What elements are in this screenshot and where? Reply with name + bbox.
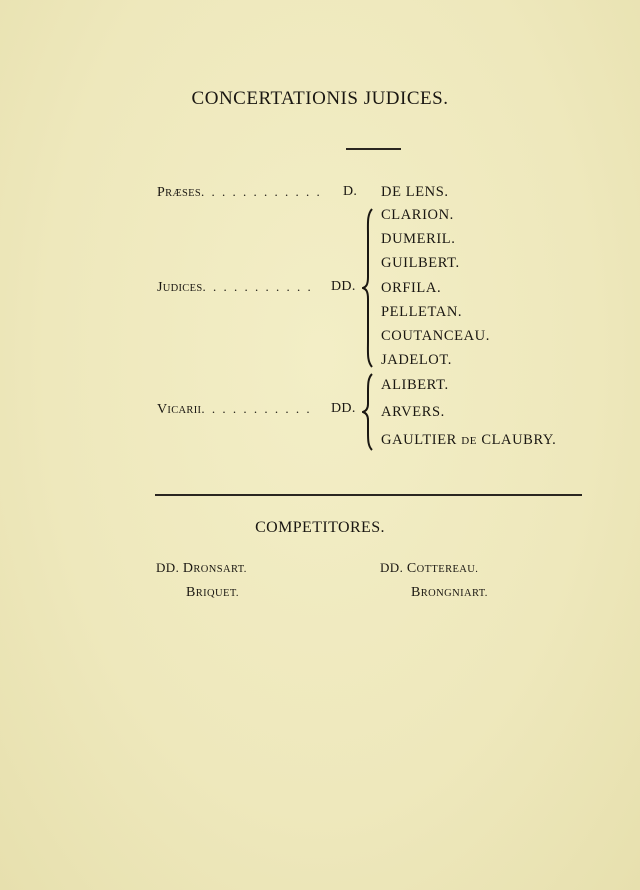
judices-label: JUDICES. . . . . . . . . . . <box>157 279 313 295</box>
praeses-abbr: D. <box>343 184 358 199</box>
praeses-label: PRÆSES. . . . . . . . . . . . <box>157 184 322 200</box>
judex-name: PELLETAN. <box>381 304 463 320</box>
praeses-name: DE LENS. <box>381 184 449 200</box>
competitor-entry: BRIQUET. <box>186 585 239 600</box>
judex-name: JADELOT. <box>381 352 452 368</box>
vicarii-brace <box>362 372 378 452</box>
judices-brace <box>362 207 378 369</box>
judex-name: COUTANCEAU. <box>381 328 490 344</box>
section-rule <box>155 494 582 496</box>
competitor-entry: DD. COTTEREAU. <box>380 560 479 576</box>
vicarii-label: VICARII. . . . . . . . . . . <box>157 401 312 417</box>
judex-name: GUILBERT. <box>381 255 460 271</box>
vicarius-name: ALIBERT. <box>381 377 449 393</box>
vicarius-name: GAULTIER DE CLAUBRY. <box>381 432 557 448</box>
vicarii-abbr: DD. <box>331 401 356 416</box>
judices-abbr: DD. <box>331 279 356 294</box>
competitor-entry: BRONGNIART. <box>411 585 488 600</box>
vicarius-name: ARVERS. <box>381 404 445 420</box>
judex-name: DUMERIL. <box>381 231 456 247</box>
judex-name: CLARION. <box>381 207 454 223</box>
judex-name: ORFILA. <box>381 280 442 296</box>
short-rule <box>346 148 401 150</box>
competitor-entry: DD. DRONSART. <box>156 560 247 576</box>
page-title: CONCERTATIONIS JUDICES. <box>191 88 449 109</box>
section-title: COMPETITORES. <box>255 519 385 536</box>
